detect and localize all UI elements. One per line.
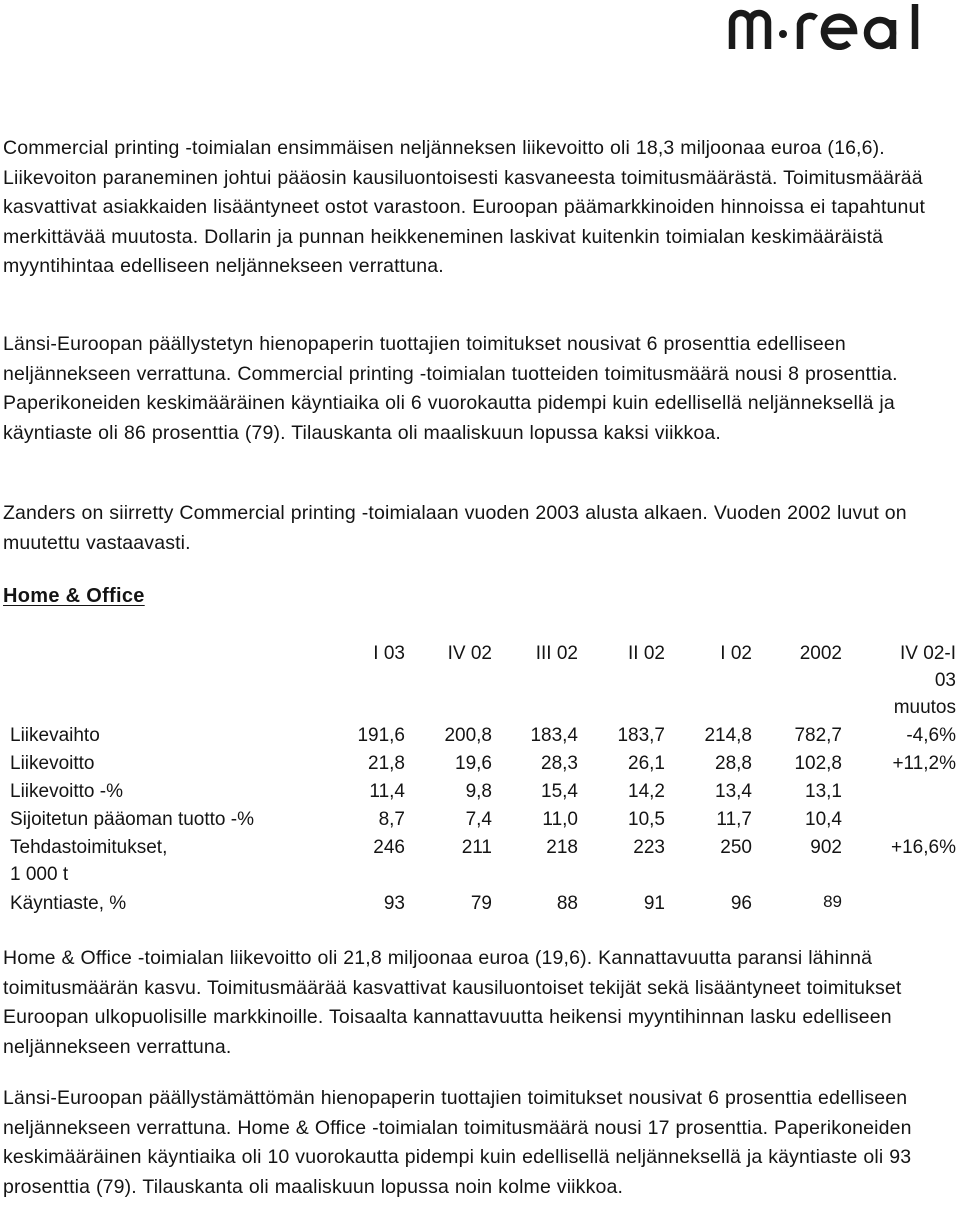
table-cell: 223	[633, 837, 665, 858]
change-column-header: IV 02-I	[900, 643, 956, 664]
change-column-header: muutos	[893, 697, 956, 718]
table-cell: 10,5	[628, 809, 665, 830]
table-cell: 26,1	[628, 753, 665, 774]
row-label: Sijoitetun pääoman tuotto -%	[10, 809, 254, 830]
table-cell: 15,4	[541, 781, 578, 802]
table-cell: 19,6	[455, 753, 492, 774]
table-cell: 11,7	[716, 809, 752, 830]
table-cell: 11,4	[369, 781, 405, 802]
table-cell: 782,7	[794, 725, 842, 746]
table-cell: 183,7	[617, 725, 665, 746]
change-cell: -4,6%	[906, 725, 956, 746]
section-heading-home-office: Home & Office	[3, 585, 145, 607]
column-header: I 03	[373, 643, 405, 664]
change-cell: +16,6%	[891, 837, 956, 858]
row-label: Liikevoitto -%	[10, 781, 123, 802]
table-cell: 250	[720, 837, 752, 858]
table-cell: 91	[643, 893, 665, 914]
table-cell: 218	[546, 837, 578, 858]
table-cell: 93	[383, 893, 405, 914]
table-cell: 13,1	[805, 781, 842, 802]
table-cell: 8,7	[378, 809, 405, 830]
table-cell: 211	[461, 837, 492, 858]
table-cell: 28,3	[541, 753, 578, 774]
column-header: 2002	[799, 643, 842, 664]
paragraph-commercial-printing-profit: Commercial printing -toimialan ensimmäisen neljänneksen liikevoitto oli 18,3 miljoonaa euroa (16,6). Liikevoiton paraneminen johtui pääosin kausiluontoisesti kasvaneesta toimitusmäärästä. Toimitusmäärää kasvattivat asiakkaiden lisääntyneet ostot varastoon. Euroopan päämarkkinoiden hinnoissa ei tapahtunut merkittävää muutosta. Dollarin ja punnan heikkeneminen laskivat kuitenkin toimialan keskimääräistä myyntihintaa edelliseen neljännekseen verrattuna.	[3, 137, 926, 277]
table-cell: 9,8	[465, 781, 492, 802]
column-header: II 02	[628, 643, 665, 664]
table-cell: 102,8	[794, 753, 842, 774]
table-cell: 88	[556, 893, 578, 914]
table-cell: 183,4	[530, 725, 578, 746]
table-cell: 13,4	[715, 781, 752, 802]
column-header: III 02	[535, 643, 578, 664]
table-cell: 214,8	[704, 725, 752, 746]
table-cell: 89	[823, 892, 842, 911]
table-cell: 14,2	[628, 781, 665, 802]
paragraph-home-office-profit: Home & Office -toimialan liikevoitto oli 21,8 miljoonaa euroa (19,6). Kannattavuutta paransi lähinnä toimitusmäärän kasvu. Toimitusmäärää kasvattivat kausiluontoiset tekijät sekä lisääntyneet toimitukset Euroopan ulkopuolisille markkinoille. Toisaalta kannattavuutta heikensi myyntihinnan lasku edelliseen neljännekseen verrattuna.	[3, 947, 902, 1058]
row-label: Liikevaihto	[10, 725, 100, 746]
table-cell: 7,4	[465, 809, 492, 830]
row-label: Tehdastoimitukset,	[10, 837, 168, 858]
table-cell: 28,8	[715, 753, 752, 774]
paragraph-zanders-note: Zanders on siirretty Commercial printing -toimialaan vuoden 2003 alusta alkaen. Vuoden 2002 luvut on muutettu vastaavasti.	[3, 502, 907, 554]
column-header: IV 02	[447, 643, 492, 664]
table-cell: 200,8	[444, 725, 492, 746]
row-label-unit: 1 000 t	[10, 864, 69, 885]
paragraph-home-office-deliveries: Länsi-Euroopan päällystämättömän hienopaperin tuottajien toimitukset nousivat 6 prosenttia edelliseen neljännekseen verrattuna. Home & Office -toimialan toimitusmäärä nousi 17 prosenttia. Paperikoneiden keskimääräinen käyntiaika oli 10 vuorokautta pidempi kuin edellisellä neljänneksellä ja käyntiaste oli 93 prosenttia (79). Tilauskanta oli maaliskuun lopussa noin kolme viikkoa.	[3, 1087, 912, 1198]
table-cell: 902	[810, 837, 842, 858]
table-cell: 11,0	[542, 809, 578, 830]
table-cell: 79	[470, 893, 492, 914]
column-header: I 02	[720, 643, 752, 664]
m-real-logo	[728, 2, 960, 50]
table-cell: 96	[730, 893, 752, 914]
change-column-header: 03	[934, 670, 956, 691]
row-label: Liikevoitto	[10, 753, 95, 774]
table-cell: 191,6	[357, 725, 405, 746]
row-label: Käyntiaste, %	[10, 893, 127, 914]
table-cell: 21,8	[368, 753, 405, 774]
table-cell: 246	[373, 837, 405, 858]
paragraph-commercial-printing-deliveries: Länsi-Euroopan päällystetyn hienopaperin tuottajien toimitukset nousivat 6 prosenttia edelliseen neljännekseen verrattuna. Commercial printing -toimialan tuotteiden toimitusmäärä nousi 8 prosenttia. Paperikoneiden keskimääräinen käyntiaika oli 6 vuorokautta pidempi kuin edellisellä neljänneksellä ja käyntiaste oli 86 prosenttia (79). Tilauskanta oli maaliskuun lopussa kaksi viikkoa.	[3, 333, 898, 444]
table-cell: 10,4	[805, 809, 842, 830]
change-cell: +11,2%	[892, 753, 956, 774]
